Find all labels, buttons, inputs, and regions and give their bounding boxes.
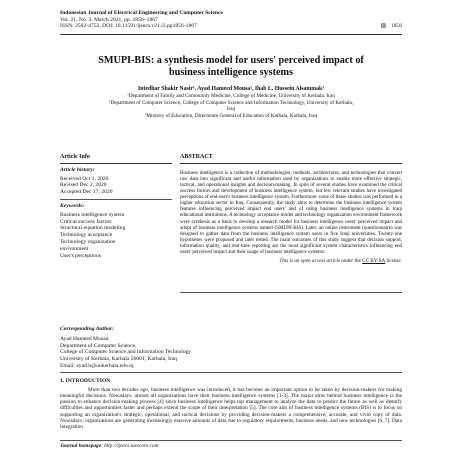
corresponding-lines xyxy=(60,336,240,370)
license-link[interactable]: CC BY-SA xyxy=(362,258,386,265)
keyword-item: Critical success factors xyxy=(60,218,112,225)
homepage-label: Journal homepage xyxy=(60,443,102,449)
info-divider xyxy=(60,199,172,200)
paper-title xyxy=(60,55,402,79)
keyword-list xyxy=(60,212,172,260)
journal-footer xyxy=(60,443,402,449)
revised-date: Revised Dec 2, 2020 xyxy=(60,182,107,189)
affiliation-3: ³Ministry of Education, Directorate General of Education of Karbala, Karbala, Iraq xyxy=(144,112,318,119)
affiliation-2-cont: Iraq xyxy=(226,106,236,113)
history-list xyxy=(60,176,172,196)
corresponding-college: College of Computer Science and Information Technology xyxy=(60,349,192,356)
introduction-section xyxy=(60,378,402,431)
title-line-2: business intelligence systems xyxy=(169,67,293,78)
license-suffix: license. xyxy=(385,258,402,265)
abstract-heading: ABSTRACT xyxy=(180,154,402,164)
title-line-1: SMUPI-BIS: a synthesis model for users' perceived impact of xyxy=(98,55,364,66)
journal-header xyxy=(60,10,400,30)
keywords-heading: Keywords: xyxy=(60,202,85,209)
abstract-text: Business intelligence is a collection of methodologies, methods, architectures, and technologies that convert raw data into significant and useful information used by organizations to enable more effective strategic, tactical, and operational insights and decision-making. In spite of several studies have examined the critical success factors and development of business intelligence system, but few relevant studies have investigated perceptions of end-user's business intelligence system. Furthermore, none of those studies was performed in a higher education sector in Iraq. Consequently, the study aims to determine the business intelligence system features influencing perceived impact end users' and of using business intelligence systems in Iraqi educational institutions. A technology acceptance model and technology organization environment framework were synthesis as a basis to develop a research model for business intelligence users' perceived impact and adopt of business intelligence systems named (SMUPI-BIS). Later, an online instrument (questionnaire) was designed to gather data from the business intelligence system users in five Iraqi universities. Twenty-one hypotheses were proposed and later tested. The main outcomes of this study suggest that decision support, information quality, and real-time reporting are the most significant system characteristics influencing end users' perceived impact and their usage of business intelligence systems. xyxy=(180,169,402,256)
article-info-heading: Article Info xyxy=(60,154,172,164)
introduction-heading: 1. INTRODUCTION xyxy=(60,378,111,384)
history-heading: Article history: xyxy=(60,166,95,173)
keyword-item: Business intelligence system xyxy=(60,211,125,218)
homepage-url[interactable]: http://ijeecs.iaescore.com xyxy=(104,443,159,449)
footer-rule xyxy=(60,440,402,441)
lock-icon: ▨ xyxy=(380,23,386,30)
volume-line: Vol. 21, No. 3, March 2021, pp. 1856~1867 xyxy=(60,16,158,23)
corresponding-email[interactable]: Email: ayad.h@uokerbala.edu.iq xyxy=(60,362,134,369)
keyword-item: Technology acceptance xyxy=(60,232,113,239)
corresponding-author xyxy=(60,326,240,370)
authors: Intedhar Shakir Nasir¹, Ayad Hameed Mousa², Ihab L. Hussein Alsammak³ xyxy=(138,86,324,92)
issn-row xyxy=(60,23,400,30)
affiliation-2: ²Department of Computer Science, College of Computer Science and Information Technology, University of Kerbala, xyxy=(108,99,354,106)
keyword-item: User's perceptions xyxy=(60,252,101,259)
keyword-item: Structural equation modeling xyxy=(60,225,126,232)
abstract-bottom-rule xyxy=(180,292,402,293)
received-date: Received Oct 1, 2020 xyxy=(60,175,109,182)
issn-line: ISSN: 2502-4752, DOI: 10.11591/ijeecs.v21.i3.pp1856-1867 xyxy=(60,23,197,30)
license-prefix: This is an open access article under the xyxy=(279,258,363,265)
keyword-item: environment xyxy=(60,245,89,252)
corresponding-address: University of Kerbala, Karbala 56001, Karbala, Iraq xyxy=(60,356,177,363)
introduction-text: More than two decades ago, business intelligence was introduced, it has become an important option to be taken by decision-makers for making meaningful decisions. Nowadays, almost all organizations have their business intelligence systems [1-3]. The major aims behind business intelligence is the passion to enhance decision-making process [4] since business intelligence helps top management to analyze the data to predict the future as well as identify difficulties and opportunities faster and perhaps extend the scope of their interpretation [5]. The core aim of business intelligence systems (BIS) is to focus on supporting an organization's strategic, operational, and tactical decisions by providing decision-makers a comprehensive, accurate, and vivid copy of data. Nowadays, organizations are generating increasingly massive amounts of data due to regulatory requirements, business needs, and new technologies [6, 7]. Data integration xyxy=(60,386,402,431)
affiliations xyxy=(60,93,402,119)
abstract xyxy=(180,154,402,265)
corresponding-dept: Department of Computer Science, xyxy=(60,342,137,349)
affiliation-1: ¹Department of Family and Community Medicine, College of Medicine, University of Kerbala, Iraq xyxy=(127,93,335,99)
corresponding-rule xyxy=(60,372,402,373)
keyword-item: Technology organization xyxy=(60,238,116,245)
journal-name: Indonesian Journal of Electrical Engineering and Computer Science xyxy=(60,10,223,16)
license-line xyxy=(180,258,402,265)
accepted-date: Accepted Dec 17, 2020 xyxy=(60,189,113,196)
page-number: 1856 xyxy=(390,23,402,30)
corresponding-name: Ayad Hameed Mousa xyxy=(60,335,109,342)
homepage-colon: : xyxy=(101,443,105,449)
header-rule xyxy=(60,34,402,35)
article-info xyxy=(60,154,172,259)
corresponding-heading: Corresponding Author: xyxy=(60,326,115,332)
